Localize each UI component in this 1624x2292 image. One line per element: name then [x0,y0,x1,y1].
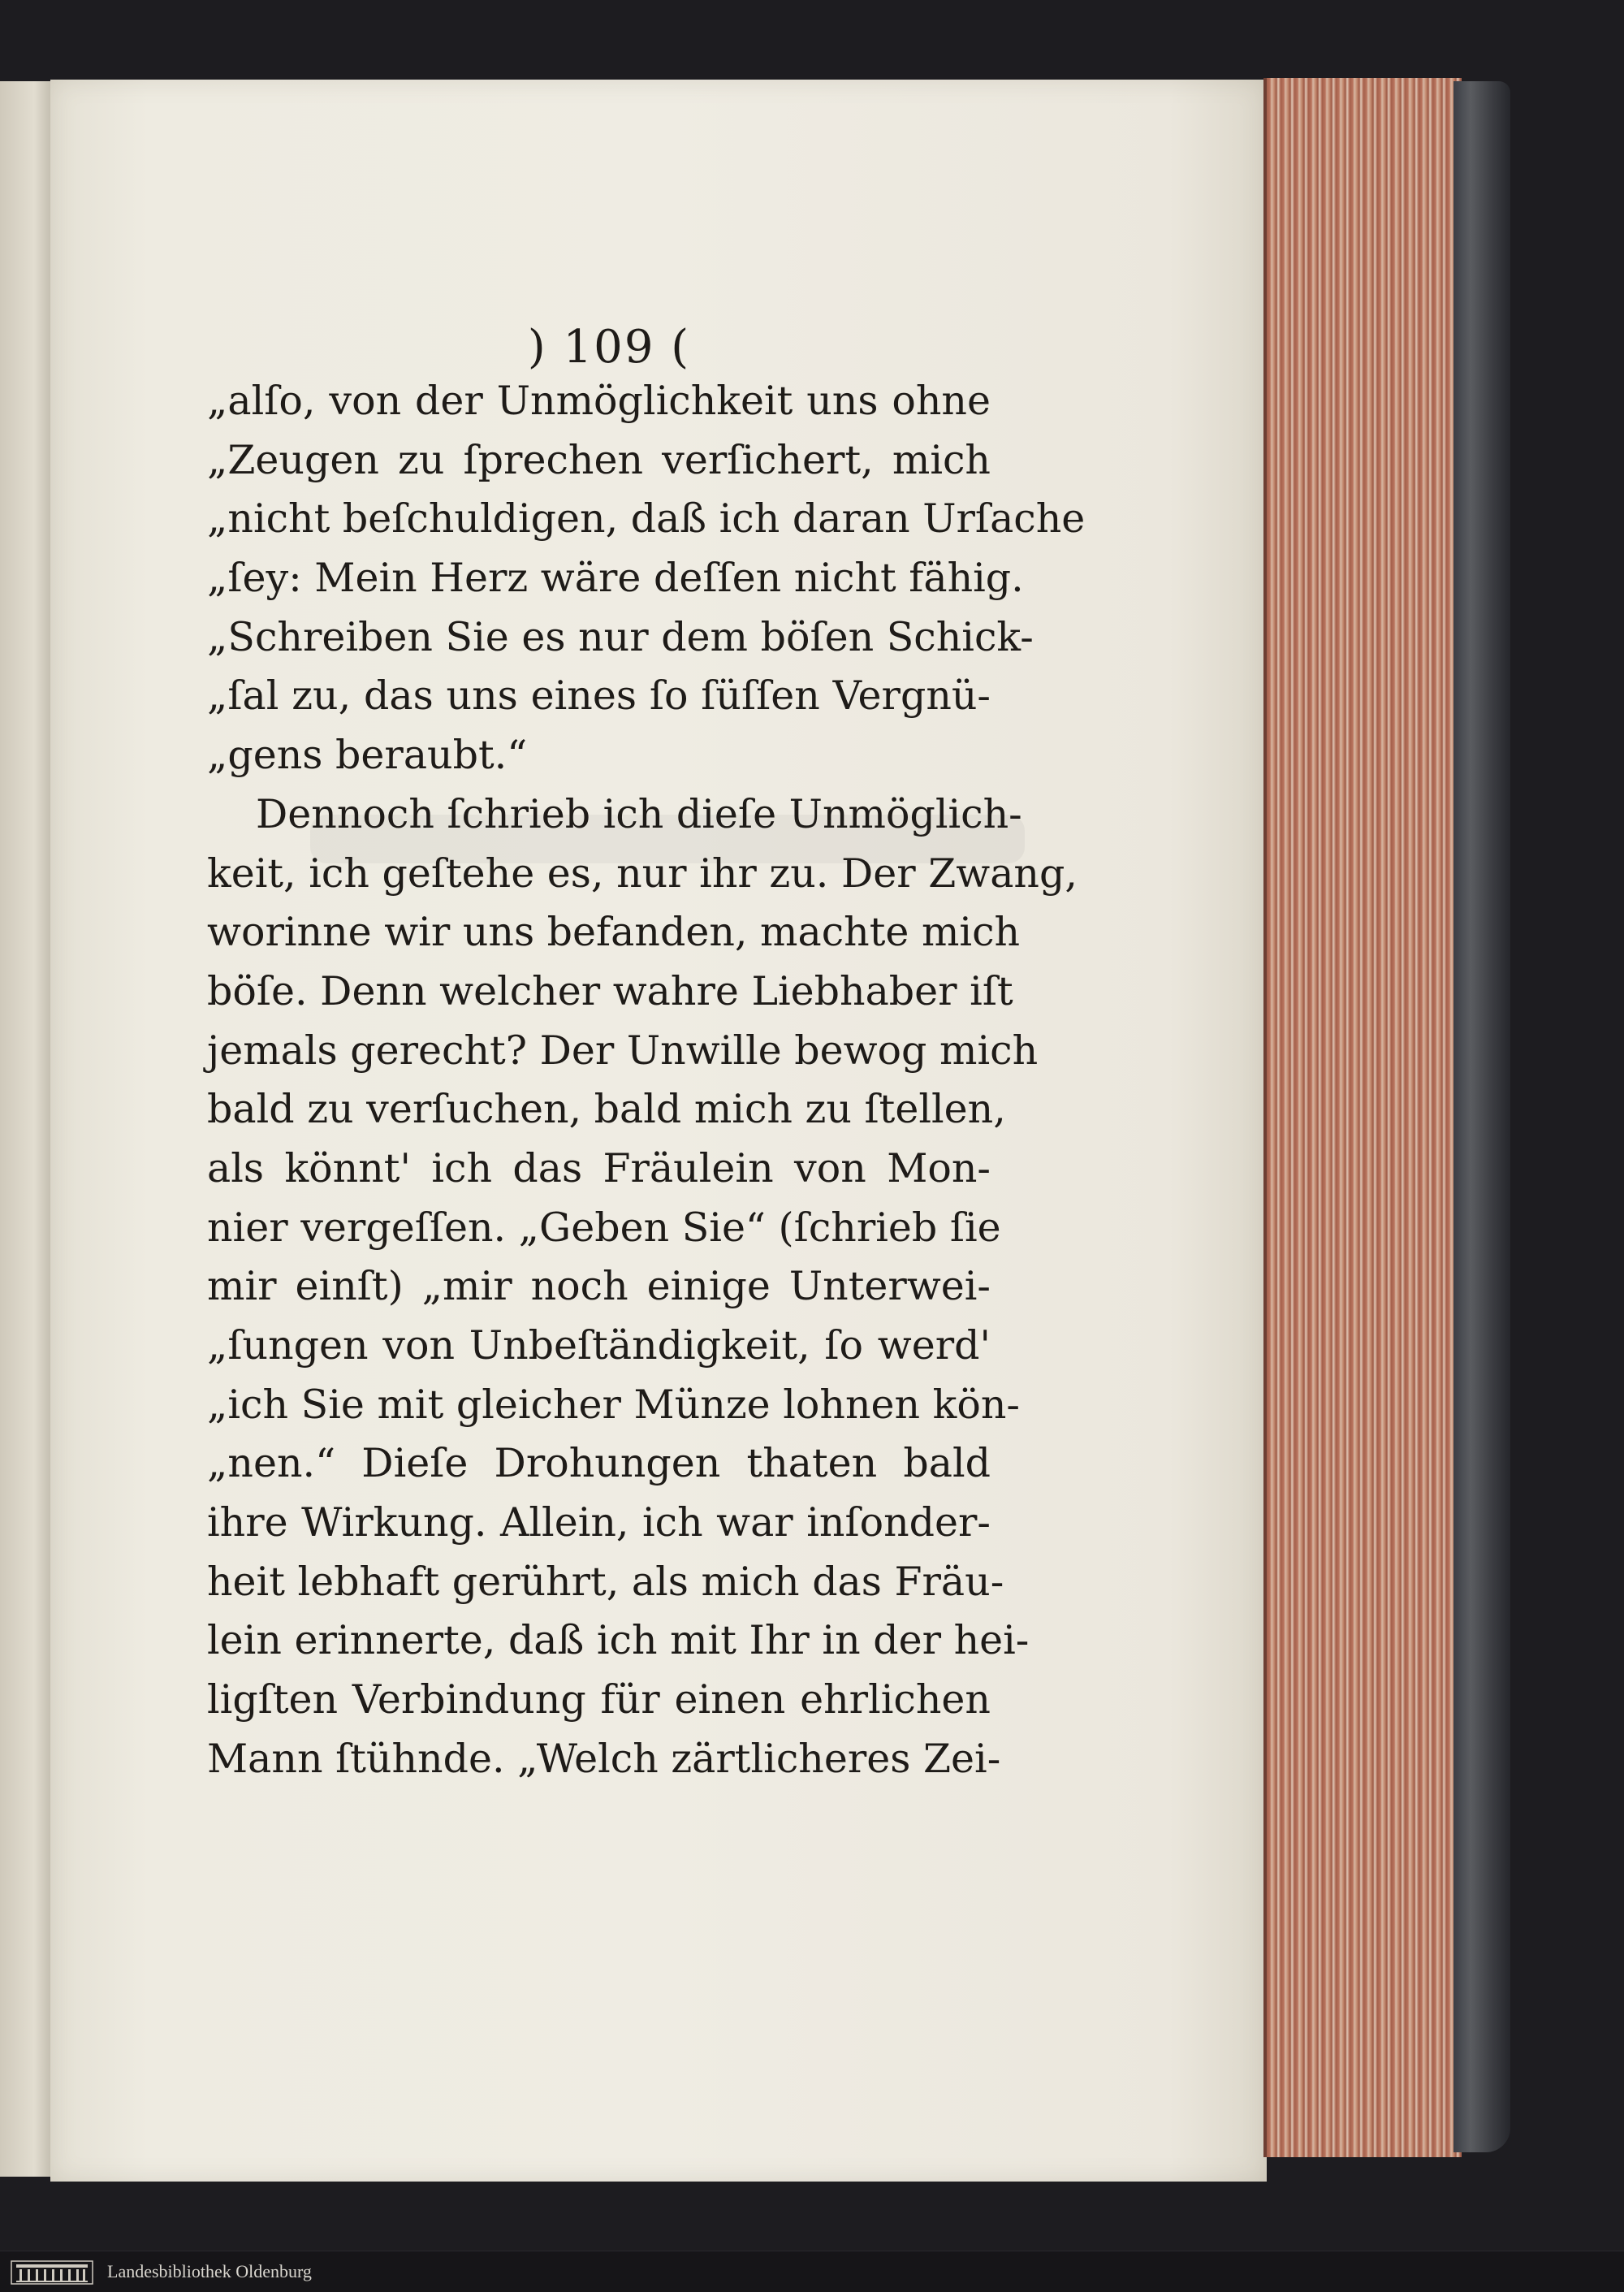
text-line: als könnt' ich das Fräulein von Mon- [207,1144,991,1191]
text-line: mir einſt) „mir noch einige Unterwei- [207,1263,991,1310]
text-line: bald zu verſuchen, bald mich zu ſtellen, [207,1086,1006,1133]
text-line: „nen.“ Dieſe Drohungen thaten bald [207,1440,991,1487]
text-line: jemals gerecht? Der Unwille bewog mich [207,1027,1039,1074]
page-number-header: ) 109 ( [527,321,691,374]
text-line: „ich Sie mit gleicher Münze lohnen kön- [207,1381,1020,1428]
text-line: Dennoch ſchrieb ich dieſe Unmöglich- [256,790,1022,837]
text-line: „alſo, von der Unmöglichkeit uns ohne [207,378,991,424]
text-line: „nicht beſchuldigen, daß ich daran Urſache [207,495,1086,543]
text-line: worinne wir uns befanden, machte mich [207,909,1021,956]
text-line: ligſten Verbindung für einen ehrlichen [207,1676,991,1723]
text-line: nier vergeſſen. „Geben Sie“ (ſchrieb ſie [207,1204,1001,1251]
text-line: heit lebhaft gerührt, als mich das Fräu- [207,1558,1004,1605]
text-line: „ſey: Mein Herz wäre deſſen nicht fähig. [207,555,1024,602]
book-cover-edge [1453,81,1510,2152]
text-line: böſe. Denn welcher wahre Liebhaber iſt [207,967,1013,1014]
page-block-edge [1263,78,1462,2157]
text-line: „ſal zu, das uns eines ſo ſüſſen Vergnü- [207,672,991,720]
text-line: „gens beraubt.“ [207,732,528,779]
text-line: lein erinnerte, daß ich mit Ihr in der hei- [207,1617,1030,1664]
body-text [207,372,1086,1789]
library-building-icon [10,2258,94,2286]
text-line: „Zeugen zu ſprechen verſichert, mich [207,436,991,483]
footer-bar [0,2251,1624,2292]
text-line: keit, ich geſtehe es, nur ihr zu. Der Zwang, [207,850,1078,897]
text-line: ihre Wirkung. Allein, ich war inſonder- [207,1499,991,1546]
library-name: Landesbibliothek Oldenburg [107,2261,312,2281]
text-line: „ſungen von Unbeſtändigkeit, ſo werd' [207,1322,991,1369]
text-line: Mann ſtühnde. „Welch zärtlicheres Zei- [207,1735,1001,1782]
text-line: „Schreiben Sie es nur dem böſen Schick- [207,613,1034,660]
